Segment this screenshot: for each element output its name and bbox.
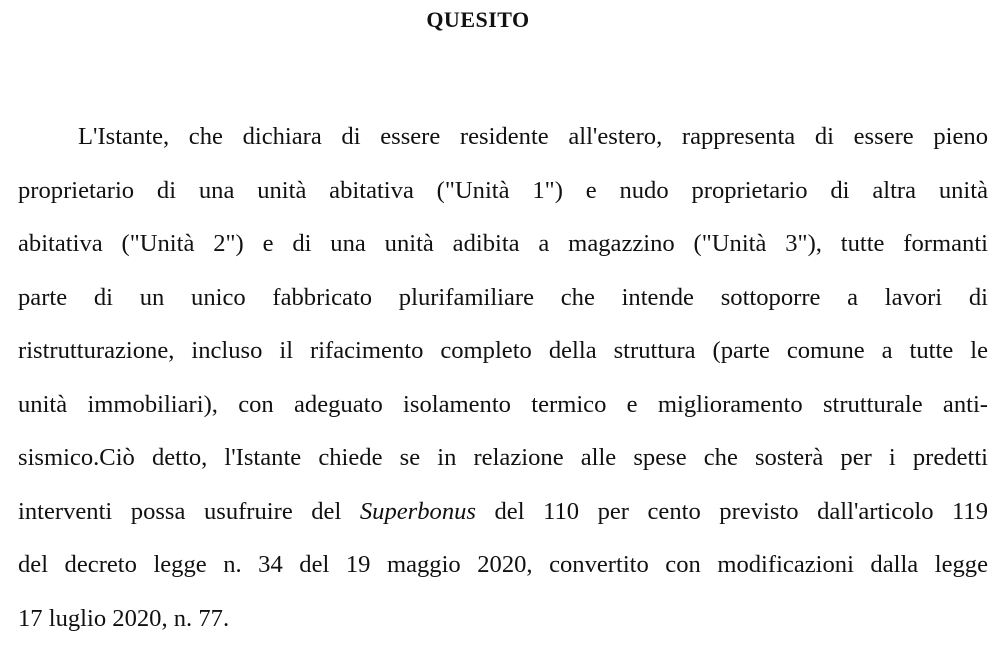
paragraph-line: L'Istante, che dichiara di essere residente all'estero, rappresenta di essere pieno — [18, 110, 988, 164]
line-text-after: del 110 per cento previsto dall'articolo 119 — [476, 498, 988, 525]
paragraph-line-last: 17 luglio 2020, n. 77. — [18, 592, 988, 645]
paragraph-line: proprietario di una unità abitativa ("Unità 1") e nudo proprietario di altra unità — [18, 164, 988, 218]
superbonus-term: Superbonus — [360, 498, 476, 525]
paragraph-line-superbonus — [18, 485, 988, 539]
question-paragraph — [18, 110, 988, 645]
paragraph-line: parte di un unico fabbricato plurifamiliare che intende sottoporre a lavori di — [18, 271, 988, 325]
paragraph-line: unità immobiliari), con adeguato isolamento termico e miglioramento strutturale anti- — [18, 378, 988, 432]
paragraph-line: ristrutturazione, incluso il rifacimento completo della struttura (parte comune a tutte le — [18, 324, 988, 378]
paragraph-line: del decreto legge n. 34 del 19 maggio 2020, convertito con modificazioni dalla legge — [18, 538, 988, 592]
paragraph-line: sismico.Ciò detto, l'Istante chiede se in relazione alle spese che sosterà per i predetti — [18, 431, 988, 485]
section-heading: QUESITO — [0, 7, 956, 33]
line-text-before: interventi possa usufruire del — [18, 498, 360, 525]
paragraph-line: abitativa ("Unità 2") e di una unità adibita a magazzino ("Unità 3"), tutte formanti — [18, 217, 988, 271]
